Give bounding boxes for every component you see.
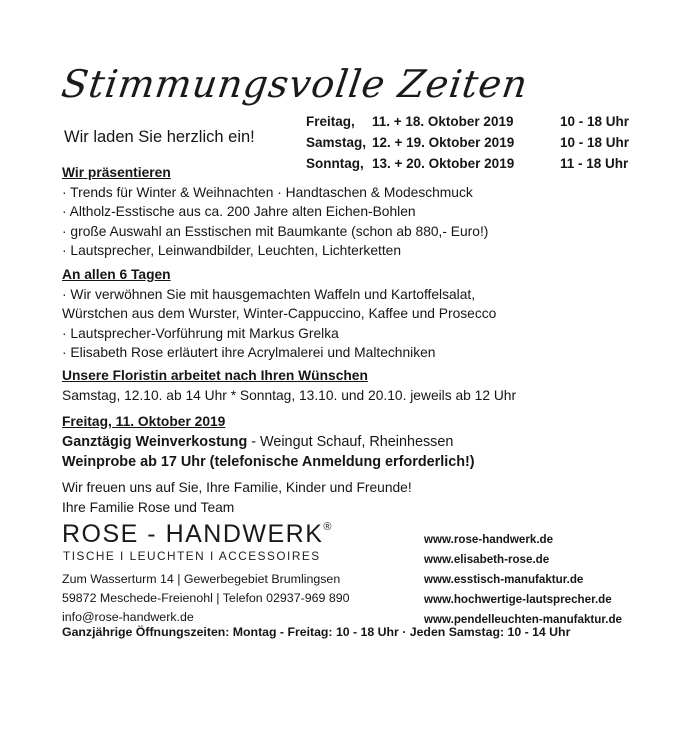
website-link[interactable]: www.esstisch-manufaktur.de: [424, 573, 584, 586]
list-item: · Wir verwöhnen Sie mit hausgemachten Waffeln und Kartoffelsalat,: [62, 286, 476, 302]
date-time: 10 - 18 Uhr: [560, 114, 630, 129]
opening-hours: Ganzjährige Öffnungszeiten: Montag - Freitag: 10 - 18 Uhr · Jeden Samstag: 10 - 14 Uhr: [62, 625, 571, 639]
wine-tasting-label: Ganztägig Weinverkostung: [62, 434, 248, 450]
section-praesentieren: [62, 163, 488, 261]
list-item: · Lautsprecher, Leinwandbilder, Leuchten, Lichterketten: [62, 243, 402, 258]
address-block: [62, 570, 350, 627]
section-floristin: [62, 366, 516, 405]
list-item: · Lautsprecher-Vorführung mit Markus Grelka: [62, 325, 339, 341]
date-time: 10 - 18 Uhr: [560, 135, 630, 150]
brand-logo: [62, 520, 333, 549]
website-list: [424, 530, 622, 630]
website-link[interactable]: www.hochwertige-lautsprecher.de: [424, 593, 612, 606]
website-link[interactable]: www.elisabeth-rose.de: [424, 553, 550, 566]
address-street: Zum Wasserturm 14 | Gewerbegebiet Brumlingsen: [62, 572, 341, 586]
website-link[interactable]: www.pendelleuchten-manufaktur.de: [424, 613, 622, 626]
wine-tasting-line: [62, 432, 475, 452]
date-row: [306, 111, 650, 132]
date-day: Freitag,: [306, 114, 355, 129]
date-range: 11. + 18. Oktober 2019: [372, 114, 514, 129]
list-item: · große Auswahl an Esstischen mit Baumkante (schon ab 880,- Euro!): [62, 223, 489, 239]
section-heading: Freitag, 11. Oktober 2019: [62, 414, 226, 429]
closing-signature: Ihre Familie Rose und Team: [62, 499, 235, 515]
brand-tagline: TISCHE I LEUCHTEN I ACCESSOIRES: [63, 549, 321, 563]
list-item: · Altholz-Esstische aus ca. 200 Jahre alten Eichen-Bohlen: [62, 204, 416, 219]
invitation-text: Wir laden Sie herzlich ein!: [64, 128, 255, 146]
section-heading: Unsere Floristin arbeitet nach Ihren Wünschen: [62, 368, 368, 383]
date-day: Samstag,: [306, 135, 367, 150]
closing-text: [62, 478, 412, 517]
closing-line: Wir freuen uns auf Sie, Ihre Familie, Kinder und Freunde!: [62, 480, 412, 495]
wine-tasting-detail: - Weingut Schauf, Rheinhessen: [247, 434, 454, 450]
section-freitag: [62, 412, 475, 472]
address-city-phone: 59872 Meschede-Freienohl | Telefon 02937-969 890: [62, 591, 350, 605]
list-item: · Trends für Winter & Weihnachten · Handtaschen & Modeschmuck: [62, 184, 473, 200]
list-item: Würstchen aus dem Wurster, Winter-Cappuccino, Kaffee und Prosecco: [62, 306, 497, 321]
registered-icon: ®: [323, 521, 334, 533]
section-heading: Wir präsentieren: [62, 165, 171, 180]
email-link[interactable]: info@rose-handwerk.de: [62, 610, 194, 624]
date-row: [306, 132, 650, 153]
date-range: 12. + 19. Oktober 2019: [372, 135, 515, 150]
weinprobe-line: Weinprobe ab 17 Uhr (telefonische Anmeldung erforderlich!): [62, 454, 475, 470]
floristin-text: Samstag, 12.10. ab 14 Uhr * Sonntag, 13.10. und 20.10. jeweils ab 12 Uhr: [62, 387, 517, 403]
section-heading: An allen 6 Tagen: [62, 267, 171, 282]
section-sechs-tage: [62, 265, 496, 363]
date-time: 11 - 18 Uhr: [560, 156, 629, 171]
website-link[interactable]: www.rose-handwerk.de: [424, 533, 554, 546]
list-item: · Elisabeth Rose erläutert ihre Acrylmalerei und Maltechniken: [62, 345, 436, 360]
date-range: 13. + 20. Oktober 2019: [372, 156, 515, 171]
brand-name: ROSE - HANDWERK: [62, 520, 324, 548]
script-title: Stimmungsvolle Zeiten: [58, 62, 531, 106]
date-day: Sonntag,: [306, 156, 364, 171]
